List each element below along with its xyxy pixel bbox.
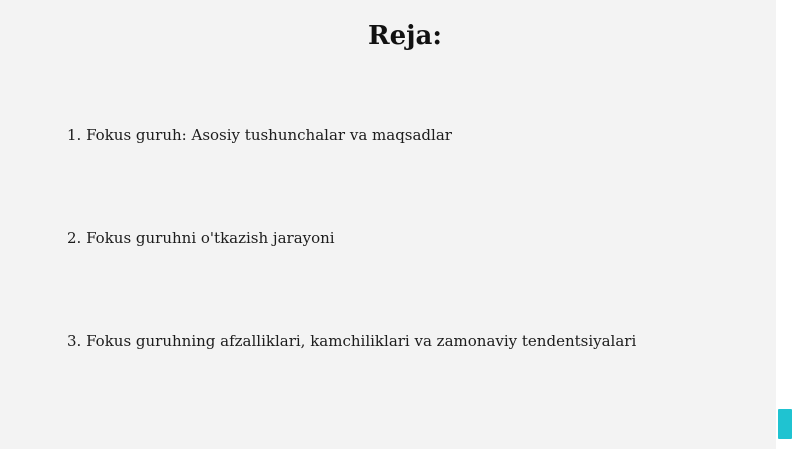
agenda-item-3: 3. Fokus guruhning afzalliklari, kamchiliklari va zamonaviy tendentsiyalari [67,332,637,350]
scrollbar[interactable] [776,0,800,449]
scrollbar-thumb[interactable] [778,409,792,439]
agenda-item-2: 2. Fokus guruhni o'tkazish jarayoni [67,229,335,247]
agenda-item-1: 1. Fokus guruh: Asosiy tushunchalar va maqsadlar [67,126,452,144]
slide-title: Reja: [367,21,442,51]
